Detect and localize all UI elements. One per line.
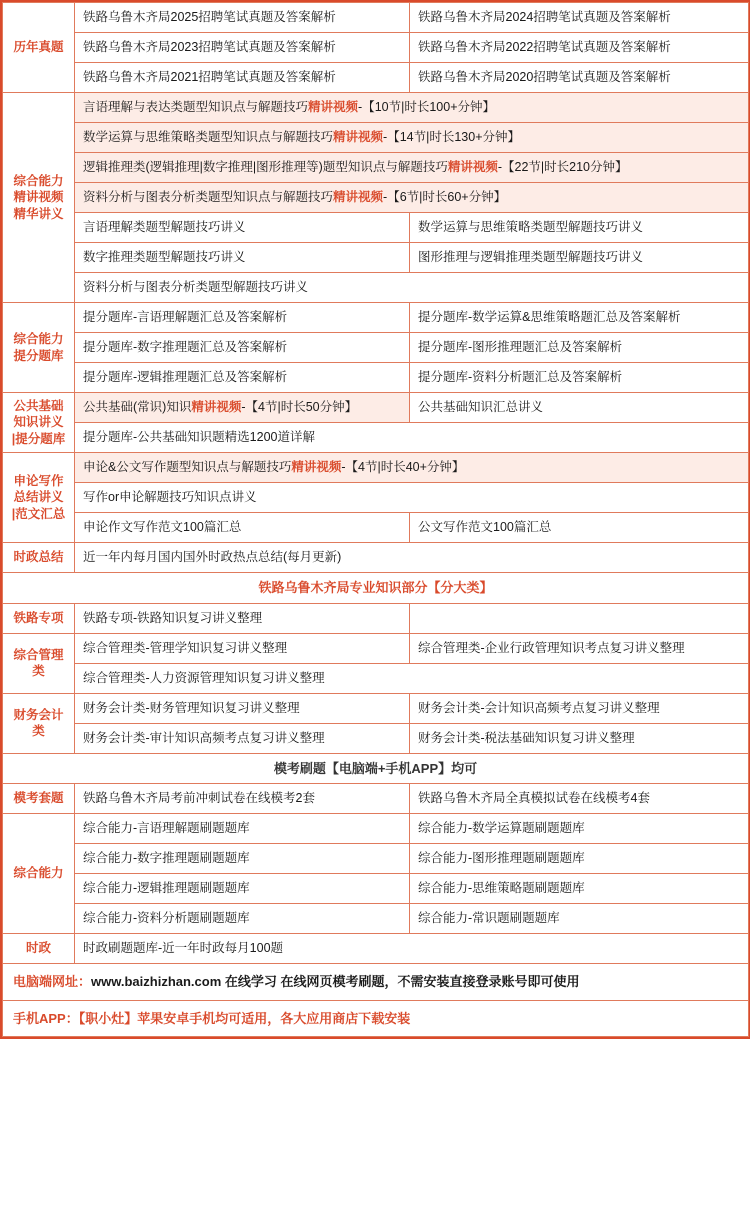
cell: 申论作文写作范文100篇汇总 [75, 513, 410, 543]
footer-label: 电脑端网址： [13, 974, 92, 990]
cell: 综合能力-数字推理题刷题题库 [75, 844, 410, 874]
website-url[interactable]: www.baizhizhan.com [91, 974, 222, 990]
cell: 铁路乌鲁木齐局2021招聘笔试真题及答案解析 [75, 63, 410, 93]
table-row [3, 934, 749, 964]
cell: 铁路乌鲁木齐局全真模拟试卷在线模考4套 [410, 784, 749, 814]
highlight: 精讲视频 [308, 100, 359, 115]
label-line: 综合能力 [13, 332, 64, 347]
cell: 言语理解类题型解题技巧讲义 [75, 213, 410, 243]
cell-video [75, 153, 749, 183]
table-row [3, 573, 749, 604]
row-label-finance-accounting [3, 693, 75, 753]
cell: 提分题库-图形推理题汇总及答案解析 [410, 333, 749, 363]
table-row [3, 303, 749, 333]
label-line: |提分题库 [11, 431, 66, 446]
cell: 财务会计类-财务管理知识复习讲义整理 [75, 693, 410, 723]
cell: 写作or申论解题技巧知识点讲义 [75, 483, 749, 513]
table-row [3, 3, 749, 33]
cell: 综合管理类-管理学知识复习讲义整理 [75, 633, 410, 663]
highlight: 精讲视频 [333, 190, 384, 205]
cell: 数学运算与思维策略类题型解题技巧讲义 [410, 213, 749, 243]
row-label-past-exams: 历年真题 [3, 3, 75, 93]
cell: 铁路乌鲁木齐局考前冲刺试卷在线模考2套 [75, 784, 410, 814]
cell: 综合能力-常识题刷题题库 [410, 904, 749, 934]
text: 公共基础(常识)知识 [83, 400, 192, 415]
cell: 铁路乌鲁木齐局2022招聘笔试真题及答案解析 [410, 33, 749, 63]
footer-text: 在线学习 在线网页模考刷题，不需安装直接登录账号即可使用 [221, 974, 580, 990]
label-line: 综合管理 [13, 647, 64, 662]
cell-video [75, 123, 749, 153]
footer-app-text: 手机APP：【职小灶】苹果安卓手机均可适用，各大应用商店下载安装 [13, 1010, 411, 1026]
row-label-essay-writing [3, 453, 75, 543]
cell: 提分题库-逻辑推理题汇总及答案解析 [75, 363, 410, 393]
row-label-comprehensive-practice: 综合能力 [3, 814, 75, 934]
cell: 提分题库-言语理解题汇总及答案解析 [75, 303, 410, 333]
table-row [3, 814, 749, 844]
row-label-railway-special: 铁路专项 [3, 603, 75, 633]
table-row [3, 183, 749, 213]
text: -【4节|时长40+分钟】 [341, 460, 465, 475]
table-row [3, 904, 749, 934]
cell: 近一年内每月国内国外时政热点总结(每月更新) [75, 543, 749, 573]
table-row [3, 603, 749, 633]
highlight: 精讲视频 [333, 130, 384, 145]
footer-row-app [3, 1000, 749, 1037]
cell [410, 603, 749, 633]
table-row [3, 663, 749, 693]
cell: 综合管理类-企业行政管理知识考点复习讲义整理 [410, 633, 749, 663]
cell: 提分题库-公共基础知识题精选1200道详解 [75, 423, 749, 453]
table-row [3, 273, 749, 303]
highlight: 精讲视频 [447, 160, 498, 175]
cell: 图形推理与逻辑推理类题型解题技巧讲义 [410, 243, 749, 273]
table-row [3, 393, 749, 423]
label-line: 知识讲义 [13, 415, 64, 430]
highlight: 精讲视频 [191, 400, 242, 415]
cell: 铁路乌鲁木齐局2020招聘笔试真题及答案解析 [410, 63, 749, 93]
label-line: 综合能力 [13, 174, 64, 189]
text: -【14节|时长130+分钟】 [383, 130, 521, 145]
label-line: 总结讲义 [13, 490, 64, 505]
section-banner-professional: 铁路乌鲁木齐局专业知识部分【分大类】 [3, 573, 749, 604]
text: -【10节|时长100+分钟】 [358, 100, 496, 115]
cell: 提分题库-资料分析题汇总及答案解析 [410, 363, 749, 393]
cell: 数字推理类题型解题技巧讲义 [75, 243, 410, 273]
label-line: 类 [32, 724, 45, 739]
text: 言语理解与表达类题型知识点与解题技巧 [83, 100, 309, 115]
label-line: 精华讲义 [13, 206, 64, 221]
text: -【4节|时长50分钟】 [241, 400, 358, 415]
table-row [3, 693, 749, 723]
cell-video [75, 393, 410, 423]
table-row [3, 423, 749, 453]
table-row [3, 543, 749, 573]
text: -【6节|时长60+分钟】 [383, 190, 507, 205]
outline-table [2, 2, 749, 1037]
cell: 提分题库-数字推理题汇总及答案解析 [75, 333, 410, 363]
cell: 铁路乌鲁木齐局2023招聘笔试真题及答案解析 [75, 33, 410, 63]
table-row [3, 63, 749, 93]
cell: 时政刷题题库-近一年时政每月100题 [75, 934, 749, 964]
highlight: 精讲视频 [291, 460, 342, 475]
table-row [3, 243, 749, 273]
text: -【22节|时长210分钟】 [497, 160, 628, 175]
table-row [3, 844, 749, 874]
text: 申论&公文写作题型知识点与解题技巧 [83, 460, 292, 475]
text: 逻辑推理类(逻辑推理|数字推理|图形推理等)题型知识点与解题技巧 [83, 160, 448, 175]
text: 数学运算与思维策略类题型知识点与解题技巧 [83, 130, 334, 145]
cell: 铁路乌鲁木齐局2024招聘笔试真题及答案解析 [410, 3, 749, 33]
table-row [3, 333, 749, 363]
row-label-public-basics [3, 393, 75, 453]
table-row [3, 753, 749, 784]
table-row [3, 153, 749, 183]
text: 资料分析与图表分析类题型知识点与解题技巧 [83, 190, 334, 205]
cell: 综合管理类-人力资源管理知识复习讲义整理 [75, 663, 749, 693]
cell: 财务会计类-审计知识高频考点复习讲义整理 [75, 723, 410, 753]
cell: 公共基础知识汇总讲义 [410, 393, 749, 423]
cell: 提分题库-数学运算&思维策略题汇总及答案解析 [410, 303, 749, 333]
footer-web [3, 964, 749, 1001]
row-label-current-affairs: 时政总结 [3, 543, 75, 573]
cell-video [75, 93, 749, 123]
table-row [3, 723, 749, 753]
table-row [3, 784, 749, 814]
cell: 铁路乌鲁木齐局2025招聘笔试真题及答案解析 [75, 3, 410, 33]
label-line: 类 [32, 664, 45, 679]
cell: 财务会计类-会计知识高频考点复习讲义整理 [410, 693, 749, 723]
cell-video [75, 453, 749, 483]
table-row [3, 874, 749, 904]
cell: 综合能力-思维策略题刷题题库 [410, 874, 749, 904]
label-line: 提分题库 [13, 348, 64, 363]
label-line: 财务会计 [13, 707, 64, 722]
row-label-politics: 时政 [3, 934, 75, 964]
cell: 公文写作范文100篇汇总 [410, 513, 749, 543]
row-label-comprehensive-video [3, 93, 75, 303]
cell: 综合能力-数学运算题刷题题库 [410, 814, 749, 844]
table-row [3, 93, 749, 123]
footer-app [3, 1000, 749, 1037]
row-label-mock-sets: 模考套题 [3, 784, 75, 814]
section-banner-mock: 模考刷题【电脑端+手机APP】均可 [3, 753, 749, 784]
cell: 综合能力-言语理解题刷题题库 [75, 814, 410, 844]
table-row [3, 363, 749, 393]
table-row [3, 213, 749, 243]
label-line: 申论写作 [13, 474, 64, 489]
label-line: 公共基础 [13, 399, 64, 414]
cell: 综合能力-逻辑推理题刷题题库 [75, 874, 410, 904]
table-row [3, 633, 749, 663]
table-row [3, 33, 749, 63]
cell: 铁路专项-铁路知识复习讲义整理 [75, 603, 410, 633]
label-line: 精讲视频 [13, 190, 64, 205]
table-row [3, 123, 749, 153]
cell: 综合能力-资料分析题刷题题库 [75, 904, 410, 934]
cell: 财务会计类-税法基础知识复习讲义整理 [410, 723, 749, 753]
table-row [3, 483, 749, 513]
footer-row-web [3, 964, 749, 1001]
table-row [3, 453, 749, 483]
row-label-management [3, 633, 75, 693]
table-body [3, 3, 749, 1037]
cell-video [75, 183, 749, 213]
table-row [3, 513, 749, 543]
cell: 综合能力-图形推理题刷题题库 [410, 844, 749, 874]
row-label-comprehensive-bank [3, 303, 75, 393]
cell: 资料分析与图表分析类题型解题技巧讲义 [75, 273, 749, 303]
label-line: |范文汇总 [11, 506, 66, 521]
